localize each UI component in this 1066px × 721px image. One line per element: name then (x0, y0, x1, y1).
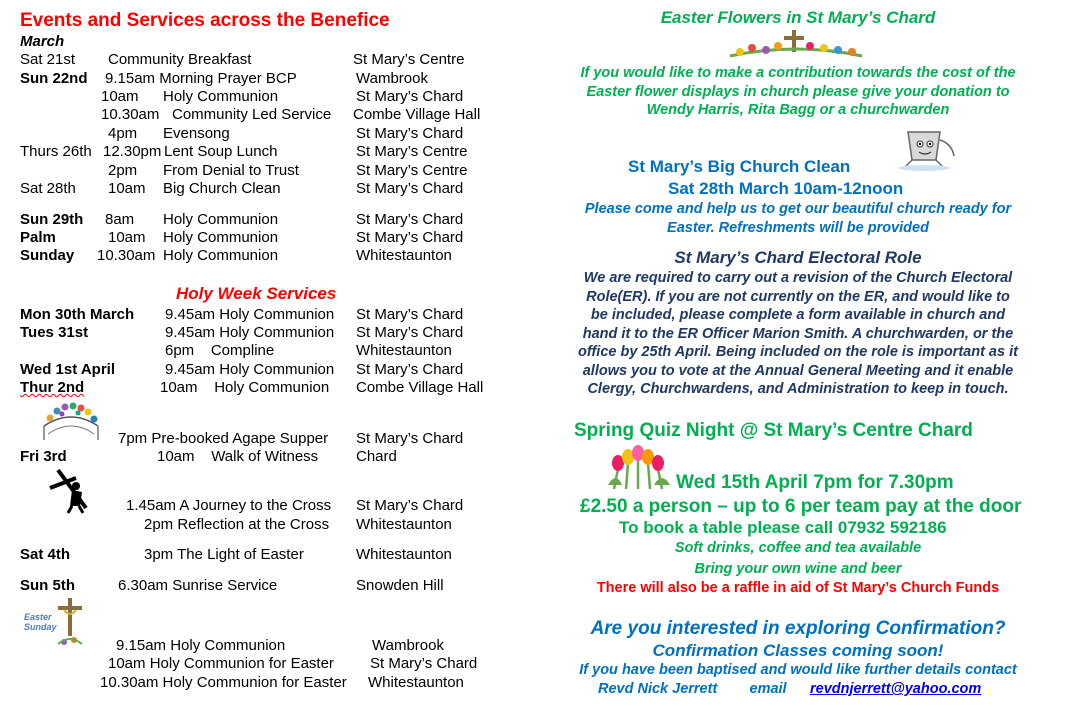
hw-day: Tues 31st (20, 324, 89, 341)
hw-service: 6.30am Sunrise Service (118, 577, 278, 594)
er-line: We are required to carry out a revision of the Church Electoral (583, 270, 1013, 286)
supper-table-icon (40, 398, 102, 444)
hw-place: Whitestaunton (356, 516, 452, 533)
hw-place: St Mary’s Chard (356, 361, 464, 378)
clean-line: Easter. Refreshments will be provided (667, 219, 929, 236)
row-day: Sun 29th (20, 211, 84, 228)
row-service: Lent Soup Lunch (164, 143, 278, 160)
row-service: From Denial to Trust (163, 162, 299, 179)
quiz-wine: Bring your own wine and beer (694, 561, 902, 577)
row-time: 10.30am (101, 106, 160, 123)
hw-place: St Mary’s Chard (356, 497, 464, 514)
hw-service: 10am Holy Communion (160, 379, 330, 396)
row-time: 10am (108, 229, 146, 246)
conf-body: If you have been baptised and would like further details contact (579, 662, 1017, 678)
march-heading: March (20, 33, 65, 50)
hw-place: Combe Village Hall (356, 379, 484, 396)
hw-day: Sun 5th (20, 577, 75, 594)
row-place: St Mary’s Chard (356, 88, 464, 105)
hw-place: St Mary’s Chard (356, 430, 464, 447)
conf-title: Are you interested in exploring Confirmation? (590, 618, 1006, 639)
hw-service: 2pm Reflection at the Cross (144, 516, 330, 533)
row-time: 10.30am (97, 247, 156, 264)
hw-service: 3pm The Light of Easter (144, 546, 304, 563)
hw-service: 9.15am Holy Communion (116, 637, 286, 654)
hw-place: Wambrook (372, 637, 444, 654)
quiz-date: Wed 15th April 7pm for 7.30pm (676, 472, 954, 493)
tulips-icon (604, 441, 674, 491)
clean-title: St Mary’s Big Church Clean (628, 157, 851, 176)
hw-place: Whitestaunton (368, 674, 464, 691)
row-service: Community Led Service (172, 106, 332, 123)
row-service: 9.15am Morning Prayer BCP (105, 70, 297, 87)
quiz-title: Spring Quiz Night @ St Mary’s Centre Chard (574, 420, 973, 441)
clean-line: Please come and help us to get our beautiful church ready for (584, 201, 1012, 217)
quiz-drinks: Soft drinks, coffee and tea available (674, 540, 922, 556)
quiz-book: To book a table please call 07932 592186 (619, 518, 947, 537)
row-day: Sat 28th (20, 180, 76, 197)
er-line: Role(ER). If you are not currently on the ER, and would like to (586, 288, 1010, 305)
er-line: office by 25th April. Being included on the role is important as it (578, 344, 1018, 360)
row-service: Holy Communion (163, 88, 279, 105)
quiz-price: £2.50 a person – up to 6 per team pay at the door (580, 496, 1022, 517)
row-place: St Mary’s Chard (356, 125, 464, 142)
hw-service: 6pm Compline (165, 342, 275, 359)
hw-service: 9.45am Holy Communion (165, 324, 335, 341)
hw-service: 9.45am Holy Communion (165, 361, 335, 378)
row-day: Sunday (20, 247, 75, 264)
row-place: St Mary’s Chard (356, 211, 464, 228)
hw-day: Sat 4th (20, 546, 71, 563)
row-service: Holy Communion (163, 247, 279, 264)
clean-body (548, 200, 1048, 237)
row-place: St Mary’s Centre (356, 162, 468, 179)
row-time: 8am (105, 211, 135, 228)
row-place: Whitestaunton (356, 247, 452, 264)
cleaning-bucket-icon (894, 126, 960, 172)
hw-place: St Mary’s Chard (370, 655, 478, 672)
hw-day: Fri 3rd (20, 448, 67, 465)
row-day: Sun 22nd (20, 70, 88, 87)
row-place: St Mary’s Chard (356, 229, 464, 246)
hw-service: 10.30am Holy Communion for Easter (100, 674, 347, 691)
hw-place: Whitestaunton (356, 546, 452, 563)
row-day: Thurs 26th (20, 143, 92, 160)
holy-week-title: Holy Week Services (176, 284, 337, 303)
row-time: 2pm (108, 162, 138, 179)
hw-place: St Mary’s Chard (356, 306, 464, 323)
flowers-body (548, 64, 1048, 120)
hw-place: Whitestaunton (356, 342, 452, 359)
email-link[interactable]: revdnjerrett@yahoo.com (810, 681, 982, 697)
row-day: Sat 21st (20, 51, 76, 68)
row-place: Wambrook (356, 70, 428, 87)
er-title: St Mary’s Chard Electoral Role (674, 248, 922, 267)
row-service: Holy Communion (163, 211, 279, 228)
quiz-raffle: There will also be a raffle in aid of St Mary’s Church Funds (596, 580, 1000, 596)
hw-day: Mon 30th March (20, 306, 135, 323)
hw-service: 9.45am Holy Communion (165, 306, 335, 323)
hw-place: Snowden Hill (356, 577, 444, 594)
er-line: Clergy, Churchwardens, and Administration to keep in touch. (587, 381, 1009, 397)
flowers-line: If you would like to make a contribution towards the cost of the (580, 65, 1016, 81)
er-line: be included, please complete a form available in church and (590, 307, 1006, 323)
conf-subtitle: Confirmation Classes coming soon! (652, 641, 944, 660)
row-day: Palm (20, 229, 56, 246)
row-time: 4pm (108, 125, 138, 142)
hw-day: Wed 1st April (20, 361, 116, 378)
hw-place: Chard (356, 448, 397, 465)
row-service: Holy Communion (163, 229, 279, 246)
clean-date: Sat 28th March 10am-12noon (668, 179, 904, 198)
flowers-line: Wendy Harris, Rita Bagg or a churchwarden (646, 102, 950, 118)
er-line: hand it to the ER Officer Marion Smith. A churchwarden, or the (582, 325, 1014, 342)
easter-flowers-icon (728, 28, 864, 62)
flowers-title: Easter Flowers in St Mary’s Chard (660, 8, 936, 27)
events-title: Events and Services across the Benefice (20, 10, 390, 31)
row-place: Combe Village Hall (353, 106, 481, 123)
hw-service: 10am Holy Communion for Easter (108, 655, 334, 672)
row-time: 10am (101, 88, 139, 105)
row-service: Community Breakfast (108, 51, 252, 68)
cross-bearer-icon (46, 466, 102, 514)
hw-place: St Mary’s Chard (356, 324, 464, 341)
row-place: St Mary’s Centre (353, 51, 465, 68)
row-service: Big Church Clean (163, 180, 281, 197)
hw-service: 1.45am A Journey to the Cross (126, 497, 332, 514)
hw-day: Thur 2nd (20, 379, 85, 396)
hw-service: 10am Walk of Witness (157, 448, 319, 465)
row-place: St Mary’s Centre (356, 143, 468, 160)
er-line: allows you to vote at the Annual General Meeting and it enable (582, 362, 1014, 379)
hw-service: 7pm Pre-booked Agape Supper (118, 430, 329, 447)
row-place: St Mary’s Chard (356, 180, 464, 197)
conf-contact: Revd Nick Jerrett email (598, 681, 787, 697)
row-service: Evensong (163, 125, 230, 142)
row-time: 12.30pm (103, 143, 162, 160)
flowers-line: Easter flower displays in church please give your donation to (586, 83, 1010, 100)
easter-sunday-label: Easter Sunday (24, 612, 57, 632)
row-time: 10am (108, 180, 146, 197)
er-body (548, 269, 1048, 399)
